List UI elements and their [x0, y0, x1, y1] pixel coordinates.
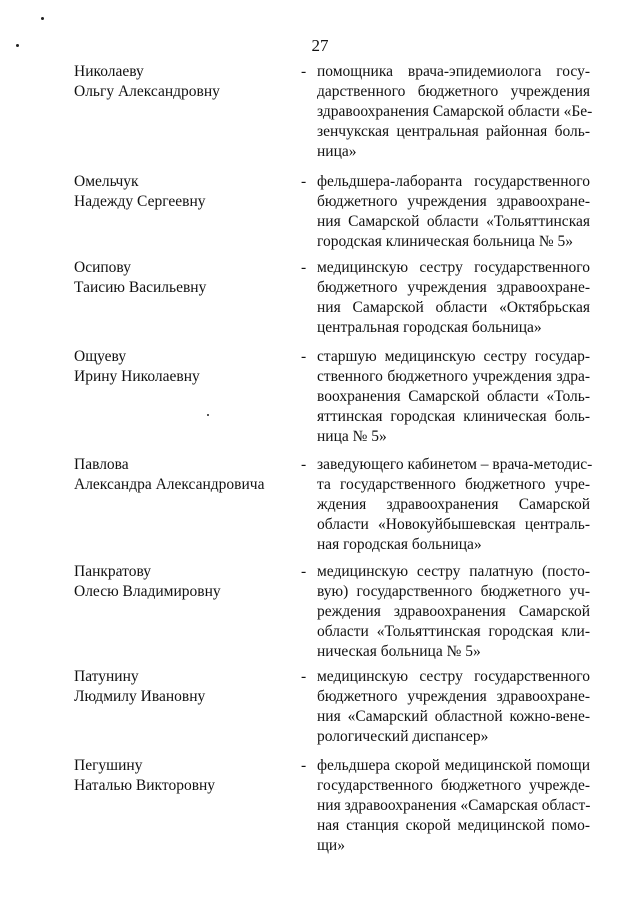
person-name [74, 756, 289, 796]
given-names: Надежду Сергеевну [74, 193, 206, 210]
position-description [317, 347, 590, 447]
position-description [317, 172, 590, 252]
description-line: бюджетного учреждения здравоохране- [317, 193, 590, 210]
surname: Павлова [74, 456, 129, 473]
person-name [74, 172, 289, 212]
description-line: ния здравоохранения «Самарская област- [317, 797, 591, 814]
given-names: Наталью Викторовну [74, 777, 216, 794]
dash: - [301, 63, 307, 80]
description-line: здравоохранения Самарской области «Бе- [317, 103, 593, 120]
description-line: ница № 5» [317, 428, 387, 445]
scan-speck [16, 44, 19, 47]
description-line: рологический диспансер» [317, 728, 489, 745]
position-description [317, 667, 590, 747]
dash: - [301, 259, 307, 276]
surname: Панкратову [74, 563, 151, 580]
position-description [317, 258, 590, 338]
description-line: воохранения Самарской области «Толь- [317, 388, 590, 405]
description-line: ническая больница № 5» [317, 643, 481, 660]
description-line: области «Тольяттинская городская кли- [317, 623, 590, 640]
given-names: Таисию Васильевну [74, 279, 207, 296]
person-name [74, 258, 289, 298]
surname: Пегушину [74, 757, 143, 774]
description-line: ния Самарской области «Октябрьская [317, 299, 590, 316]
given-names: Ирину Николаевну [74, 368, 200, 385]
dash: - [301, 456, 307, 473]
description-line: заведующего кабинетом – врача-методис- [317, 456, 593, 473]
description-line: яттинская городская клиническая боль- [317, 408, 590, 425]
dash: - [301, 173, 307, 190]
given-names: Александра Александровича [74, 476, 265, 493]
position-description [317, 756, 590, 856]
scan-speck [207, 414, 209, 416]
dash: - [301, 563, 307, 580]
position-description [317, 455, 593, 555]
description-line: вую) государственного бюджетного уч- [317, 583, 590, 600]
description-line: та государственного бюджетного учре- [317, 476, 590, 493]
surname: Патунину [74, 668, 139, 685]
description-line: фельдшера-лаборанта государственного [317, 173, 590, 190]
description-line: ница» [317, 143, 357, 160]
description-line: ственного бюджетного учреждения здра- [317, 368, 590, 385]
person-name [74, 347, 289, 387]
description-line: зенчукская центральная районная боль- [317, 123, 590, 140]
description-line: щи» [317, 837, 345, 854]
surname: Ощуеву [74, 348, 127, 365]
surname: Осипову [74, 259, 131, 276]
description-line: реждения здравоохранения Самарской [317, 603, 590, 620]
description-line: центральная городская больница» [317, 319, 542, 336]
description-line: медицинскую сестру государственного [317, 259, 590, 276]
description-line: ния Самарской области «Тольяттинская [317, 213, 590, 230]
description-line: помощника врача-эпидемиолога госу- [317, 63, 590, 80]
given-names: Людмилу Ивановну [74, 688, 206, 705]
description-line: государственного бюджетного учрежде- [317, 777, 590, 794]
description-line: ния «Самарский областной кожно-вене- [317, 708, 590, 725]
scan-speck [41, 17, 44, 20]
description-line: ная станция скорой медицинской помо- [317, 817, 590, 834]
given-names: Ольгу Александровну [74, 83, 220, 100]
description-line: городская клиническая больница № 5» [317, 233, 574, 250]
person-name [74, 667, 289, 707]
description-line: медицинскую сестру палатную (посто- [317, 563, 590, 580]
description-line: ждения здравоохранения Самарской [317, 496, 590, 513]
surname: Николаеву [74, 63, 144, 80]
person-name [74, 562, 289, 602]
dash: - [301, 668, 307, 685]
description-line: бюджетного учреждения здравоохране- [317, 279, 590, 296]
description-line: дарственного бюджетного учреждения [317, 83, 590, 100]
surname: Омельчук [74, 173, 139, 190]
description-line: ная городская больница» [317, 536, 482, 553]
description-line: медицинскую сестру государственного [317, 668, 590, 685]
person-name [74, 455, 289, 495]
dash: - [301, 757, 307, 774]
dash: - [301, 348, 307, 365]
page-number: 27 [311, 36, 329, 55]
person-name [74, 62, 289, 102]
description-line: старшую медицинскую сестру государ- [317, 348, 590, 365]
given-names: Олесю Владимировну [74, 583, 221, 600]
description-line: области «Новокуйбышевская централь- [317, 516, 590, 533]
description-line: фельдшера скорой медицинской помощи [317, 757, 590, 774]
description-line: бюджетного учреждения здравоохране- [317, 688, 590, 705]
position-description [317, 62, 593, 162]
position-description [317, 562, 590, 662]
